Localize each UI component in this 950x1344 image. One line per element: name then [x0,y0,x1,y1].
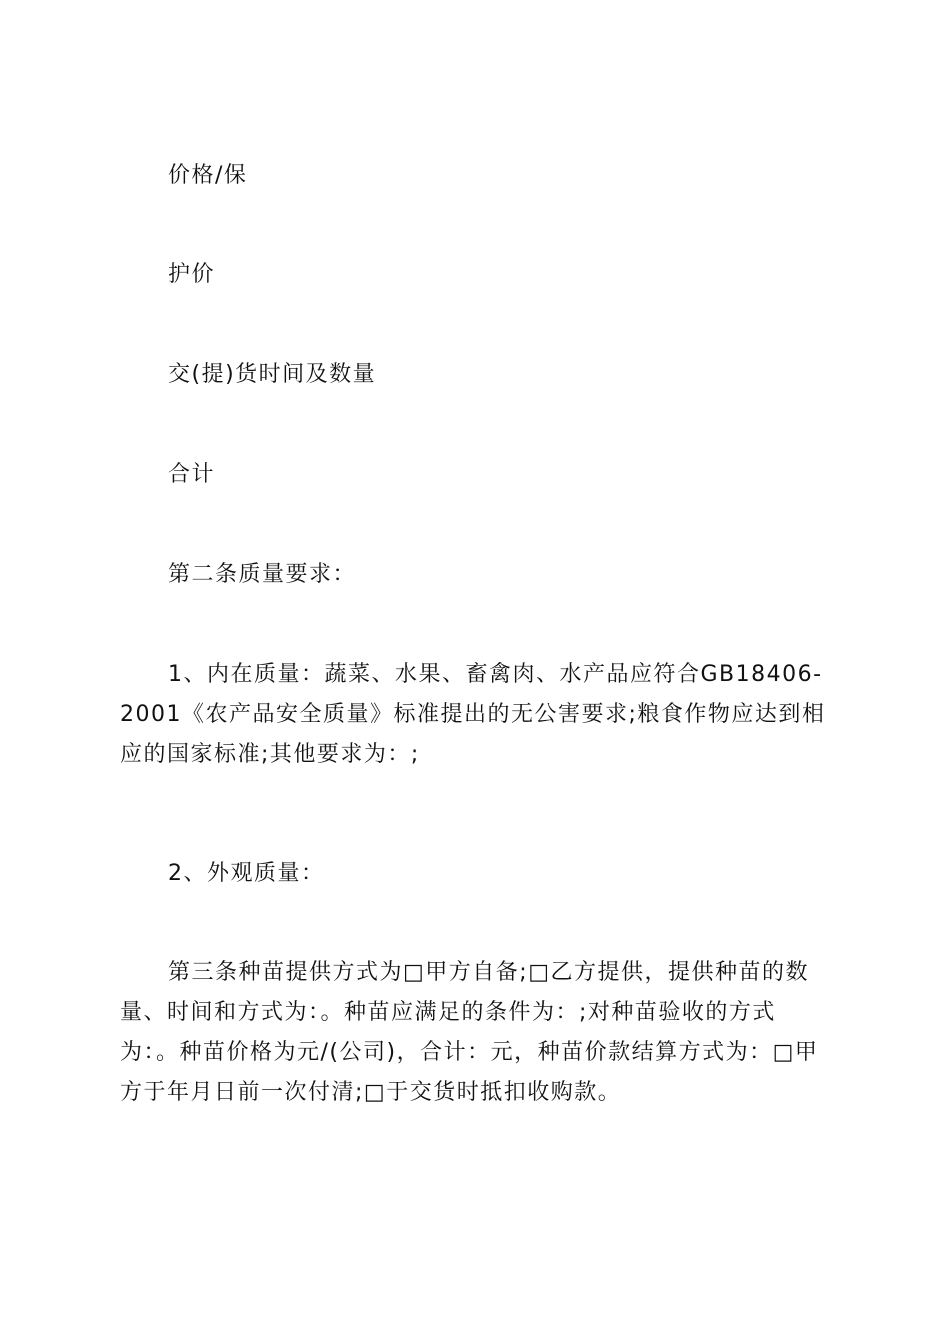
line-delivery-time-quantity: 交(提)货时间及数量 [168,362,377,387]
article-two-item-1: 1、内在质量：蔬菜、水果、畜禽肉、水产品应符合GB18406-2001《农产品安全质量》标准提出的无公害要求;粮食作物应达到相应的国家标准;其他要求为：; [120,662,826,767]
line-price-protect-2: 护价 [168,262,216,287]
line-total: 合计 [168,462,216,487]
line-price-protect-1: 价格/保 [168,163,248,188]
article-three-paragraph: 第三条种苗提供方式为□甲方自备;□乙方提供，提供种苗的数量、时间和方式为：。种苗应满足的条件为：;对种苗验收的方式为：。种苗价格为元/(公司)，合计：元，种苗价款结算方式为：□甲方于年月日前一次付清;□于交货时抵扣收购款。 [120,960,819,1105]
article-two-title: 第二条质量要求： [168,562,357,587]
article-two-item-2: 2、外观质量： [168,861,325,886]
